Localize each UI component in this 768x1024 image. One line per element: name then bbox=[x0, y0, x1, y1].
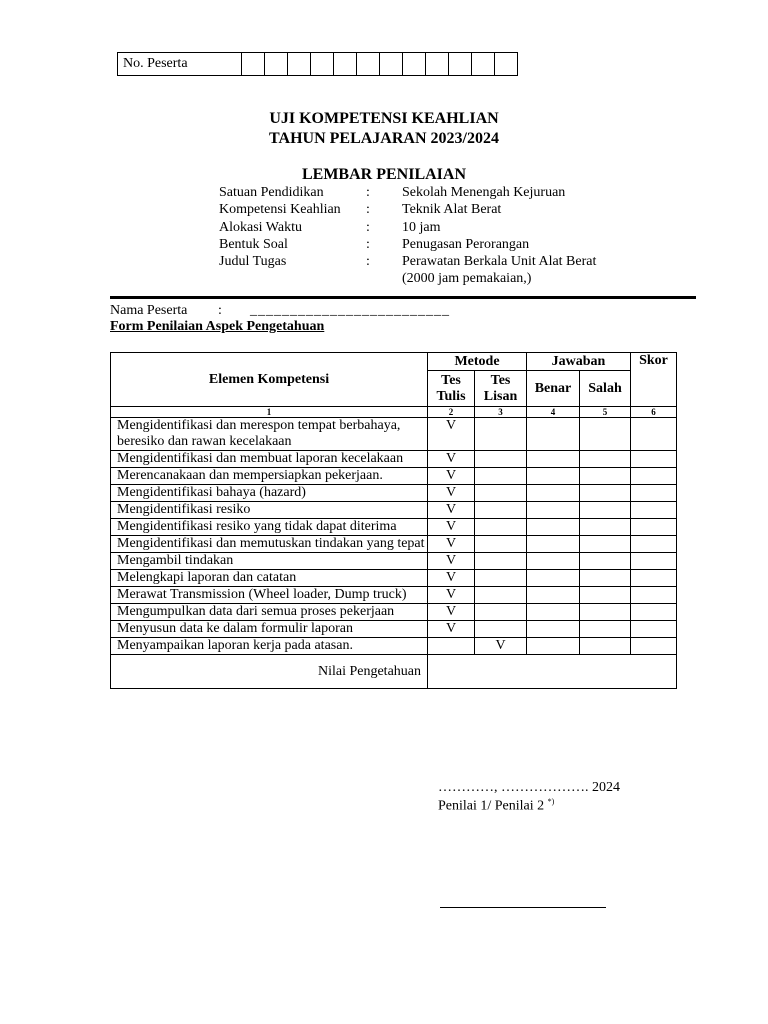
nama-peserta bbox=[110, 303, 450, 319]
tes-tulis-mark[interactable]: V bbox=[428, 502, 475, 519]
header-jawaban: Jawaban bbox=[527, 353, 631, 371]
divider-rule bbox=[110, 296, 696, 299]
info-value: Teknik Alat Berat bbox=[402, 202, 502, 218]
info-value: Sekolah Menengah Kejuruan bbox=[402, 185, 566, 200]
table-row bbox=[111, 418, 677, 451]
header-tes-lisan: Tes Lisan bbox=[475, 371, 527, 407]
salah-cell[interactable] bbox=[580, 451, 631, 468]
penilaian-table bbox=[110, 352, 677, 689]
elemen-kompetensi: Mengidentifikasi resiko yang tidak dapat diterima bbox=[111, 519, 428, 536]
info-value: (2000 jam pemakaian,) bbox=[402, 271, 532, 287]
skor-cell[interactable] bbox=[631, 536, 677, 553]
elemen-kompetensi: Merencanakaan dan mempersiapkan pekerjaan. bbox=[111, 468, 428, 485]
table-row bbox=[111, 553, 677, 570]
benar-cell[interactable] bbox=[527, 502, 580, 519]
nama-peserta-label: Nama Peserta bbox=[110, 303, 188, 318]
column-number: 3 bbox=[475, 407, 527, 418]
nilai-pengetahuan-label: Nilai Pengetahuan bbox=[111, 655, 428, 689]
info-row bbox=[219, 236, 642, 253]
column-number: 2 bbox=[428, 407, 475, 418]
no-peserta-digit-cell[interactable] bbox=[449, 53, 472, 76]
info-row bbox=[219, 270, 642, 287]
title-uji-kompetensi: UJI KOMPETENSI KEAHLIAN bbox=[269, 110, 499, 127]
tes-lisan-mark[interactable] bbox=[475, 468, 527, 485]
table-row bbox=[111, 587, 677, 604]
title-lembar-penilaian: LEMBAR PENILAIAN bbox=[301, 166, 466, 183]
benar-cell[interactable] bbox=[527, 553, 580, 570]
benar-cell[interactable] bbox=[527, 621, 580, 638]
benar-cell[interactable] bbox=[527, 468, 580, 485]
header-elemen: Elemen Kompetensi bbox=[111, 353, 428, 407]
info-key: Alokasi Waktu bbox=[219, 219, 302, 235]
tes-lisan-mark[interactable] bbox=[475, 570, 527, 587]
info-row bbox=[219, 201, 642, 218]
elemen-kompetensi: Melengkapi laporan dan catatan bbox=[111, 570, 428, 587]
info-key: Bentuk Soal bbox=[219, 236, 288, 252]
skor-cell[interactable] bbox=[631, 502, 677, 519]
table-row bbox=[111, 536, 677, 553]
tes-tulis-mark[interactable]: V bbox=[428, 451, 475, 468]
info-key bbox=[219, 270, 366, 287]
info-sep bbox=[366, 270, 402, 287]
tes-tulis-mark[interactable]: V bbox=[428, 468, 475, 485]
benar-cell[interactable] bbox=[527, 570, 580, 587]
salah-cell[interactable] bbox=[580, 553, 631, 570]
tes-lisan-mark[interactable] bbox=[475, 451, 527, 468]
salah-cell[interactable] bbox=[580, 587, 631, 604]
salah-cell[interactable] bbox=[580, 536, 631, 553]
tes-tulis-mark[interactable]: V bbox=[428, 621, 475, 638]
tes-tulis-mark[interactable]: V bbox=[428, 536, 475, 553]
no-peserta-digit-cell[interactable] bbox=[472, 53, 495, 76]
salah-cell[interactable] bbox=[580, 570, 631, 587]
no-peserta-digit-cell[interactable] bbox=[380, 53, 403, 76]
skor-cell[interactable] bbox=[631, 485, 677, 502]
tes-lisan-mark[interactable] bbox=[475, 418, 527, 451]
skor-cell[interactable] bbox=[631, 621, 677, 638]
tes-lisan-mark[interactable] bbox=[475, 519, 527, 536]
tes-lisan-mark[interactable] bbox=[475, 587, 527, 604]
nama-peserta-sep: : bbox=[218, 303, 222, 318]
info-row bbox=[219, 184, 642, 201]
no-peserta-digit-cell[interactable] bbox=[334, 53, 357, 76]
tes-lisan-mark[interactable] bbox=[475, 604, 527, 621]
nama-peserta-blank[interactable]: _________________________ bbox=[250, 303, 450, 318]
skor-cell[interactable] bbox=[631, 570, 677, 587]
salah-cell[interactable] bbox=[580, 621, 631, 638]
table-row bbox=[111, 485, 677, 502]
no-peserta-digit-cell[interactable] bbox=[311, 53, 334, 76]
salah-cell[interactable] bbox=[580, 519, 631, 536]
benar-cell[interactable] bbox=[527, 536, 580, 553]
tes-lisan-mark[interactable] bbox=[475, 621, 527, 638]
info-key: Kompetensi Keahlian bbox=[219, 202, 341, 218]
no-peserta-digit-cell[interactable] bbox=[426, 53, 449, 76]
tes-tulis-mark[interactable]: V bbox=[428, 418, 475, 451]
salah-cell[interactable] bbox=[580, 468, 631, 485]
tes-lisan-mark[interactable] bbox=[475, 485, 527, 502]
benar-cell[interactable] bbox=[527, 418, 580, 451]
elemen-kompetensi: Mengidentifikasi resiko bbox=[111, 502, 428, 519]
tes-tulis-mark[interactable] bbox=[428, 638, 475, 655]
title-tahun-pelajaran: TAHUN PELAJARAN 2023/2024 bbox=[269, 130, 499, 147]
header-metode: Metode bbox=[428, 353, 527, 371]
salah-cell[interactable] bbox=[580, 485, 631, 502]
skor-cell[interactable] bbox=[631, 451, 677, 468]
table-row bbox=[111, 570, 677, 587]
info-row bbox=[219, 253, 642, 270]
tes-tulis-mark[interactable]: V bbox=[428, 519, 475, 536]
tes-tulis-mark[interactable]: V bbox=[428, 604, 475, 621]
tes-lisan-mark[interactable] bbox=[475, 553, 527, 570]
skor-cell[interactable] bbox=[631, 587, 677, 604]
signature-line bbox=[440, 907, 606, 908]
no-peserta-digit-cell[interactable] bbox=[495, 53, 518, 76]
tes-tulis-mark[interactable]: V bbox=[428, 553, 475, 570]
signature-penilai bbox=[438, 797, 554, 815]
no-peserta-digit-cell[interactable] bbox=[242, 53, 265, 76]
info-sep: : bbox=[366, 219, 370, 235]
column-number-row bbox=[111, 407, 677, 418]
benar-cell[interactable] bbox=[527, 638, 580, 655]
tes-lisan-mark[interactable]: V bbox=[475, 638, 527, 655]
tes-tulis-mark[interactable]: V bbox=[428, 485, 475, 502]
no-peserta-digit-cell[interactable] bbox=[403, 53, 426, 76]
no-peserta-digit-cell[interactable] bbox=[357, 53, 380, 76]
tes-lisan-mark[interactable] bbox=[475, 536, 527, 553]
info-sep: : bbox=[366, 185, 370, 200]
table-row bbox=[111, 638, 677, 655]
skor-cell[interactable] bbox=[631, 519, 677, 536]
elemen-kompetensi: Mengambil tindakan bbox=[111, 553, 428, 570]
no-peserta-box bbox=[117, 52, 518, 76]
column-number: 4 bbox=[527, 407, 580, 418]
elemen-kompetensi: Mengumpulkan data dari semua proses pekerjaan bbox=[111, 604, 428, 621]
info-sep: : bbox=[366, 236, 370, 252]
header-salah: Salah bbox=[580, 371, 631, 407]
benar-cell[interactable] bbox=[527, 451, 580, 468]
table-row bbox=[111, 502, 677, 519]
elemen-kompetensi: Menyusun data ke dalam formulir laporan bbox=[111, 621, 428, 638]
info-key: Judul Tugas bbox=[219, 254, 287, 270]
elemen-kompetensi: Mengidentifikasi bahaya (hazard) bbox=[111, 485, 428, 502]
skor-cell[interactable] bbox=[631, 553, 677, 570]
benar-cell[interactable] bbox=[527, 604, 580, 621]
signature-date: …………, ………………. 2024 bbox=[438, 780, 620, 795]
table-row bbox=[111, 604, 677, 621]
tes-tulis-mark[interactable]: V bbox=[428, 570, 475, 587]
no-peserta-label: No. Peserta bbox=[118, 53, 242, 76]
benar-cell[interactable] bbox=[527, 587, 580, 604]
tes-tulis-mark[interactable]: V bbox=[428, 587, 475, 604]
header-tes-tulis: Tes Tulis bbox=[428, 371, 475, 407]
info-value: Perawatan Berkala Unit Alat Berat bbox=[402, 254, 597, 270]
table-row bbox=[111, 451, 677, 468]
header-benar: Benar bbox=[527, 371, 580, 407]
info-value: Penugasan Perorangan bbox=[402, 236, 530, 252]
no-peserta-digit-cell[interactable] bbox=[288, 53, 311, 76]
column-number: 1 bbox=[111, 407, 428, 418]
skor-cell[interactable] bbox=[631, 604, 677, 621]
penilai-note-mark: *) bbox=[547, 797, 555, 806]
info-sep: : bbox=[366, 254, 370, 270]
elemen-kompetensi: Menyampaikan laporan kerja pada atasan. bbox=[111, 638, 428, 655]
info-row bbox=[219, 219, 642, 236]
nilai-pengetahuan-value[interactable] bbox=[428, 655, 677, 689]
tes-lisan-mark[interactable] bbox=[475, 502, 527, 519]
form-title: Form Penilaian Aspek Pengetahuan bbox=[110, 319, 325, 334]
info-key: Satuan Pendidikan bbox=[219, 185, 324, 200]
skor-cell[interactable] bbox=[631, 638, 677, 655]
table-row bbox=[111, 468, 677, 485]
penilai-label: Penilai 1/ Penilai 2 bbox=[438, 798, 545, 814]
skor-cell[interactable] bbox=[631, 468, 677, 485]
no-peserta-digit-cell[interactable] bbox=[265, 53, 288, 76]
info-sep: : bbox=[366, 202, 370, 218]
header-skor: Skor bbox=[631, 353, 677, 407]
salah-cell[interactable] bbox=[580, 502, 631, 519]
table-row bbox=[111, 519, 677, 536]
elemen-kompetensi: Mengidentifikasi dan memutuskan tindakan yang tepat bbox=[111, 536, 428, 553]
elemen-kompetensi: Merawat Transmission (Wheel loader, Dump truck) bbox=[111, 587, 428, 604]
salah-cell[interactable] bbox=[580, 604, 631, 621]
salah-cell[interactable] bbox=[580, 418, 631, 451]
salah-cell[interactable] bbox=[580, 638, 631, 655]
benar-cell[interactable] bbox=[527, 485, 580, 502]
info-block bbox=[219, 184, 642, 288]
skor-cell[interactable] bbox=[631, 418, 677, 451]
table-row bbox=[111, 621, 677, 638]
info-value: 10 jam bbox=[402, 219, 441, 235]
benar-cell[interactable] bbox=[527, 519, 580, 536]
elemen-kompetensi: Mengidentifikasi dan membuat laporan kecelakaan bbox=[111, 451, 428, 468]
elemen-kompetensi: Mengidentifikasi dan merespon tempat berbahaya, beresiko dan rawan kecelakaan bbox=[111, 418, 428, 451]
column-number: 5 bbox=[580, 407, 631, 418]
column-number: 6 bbox=[631, 407, 677, 418]
